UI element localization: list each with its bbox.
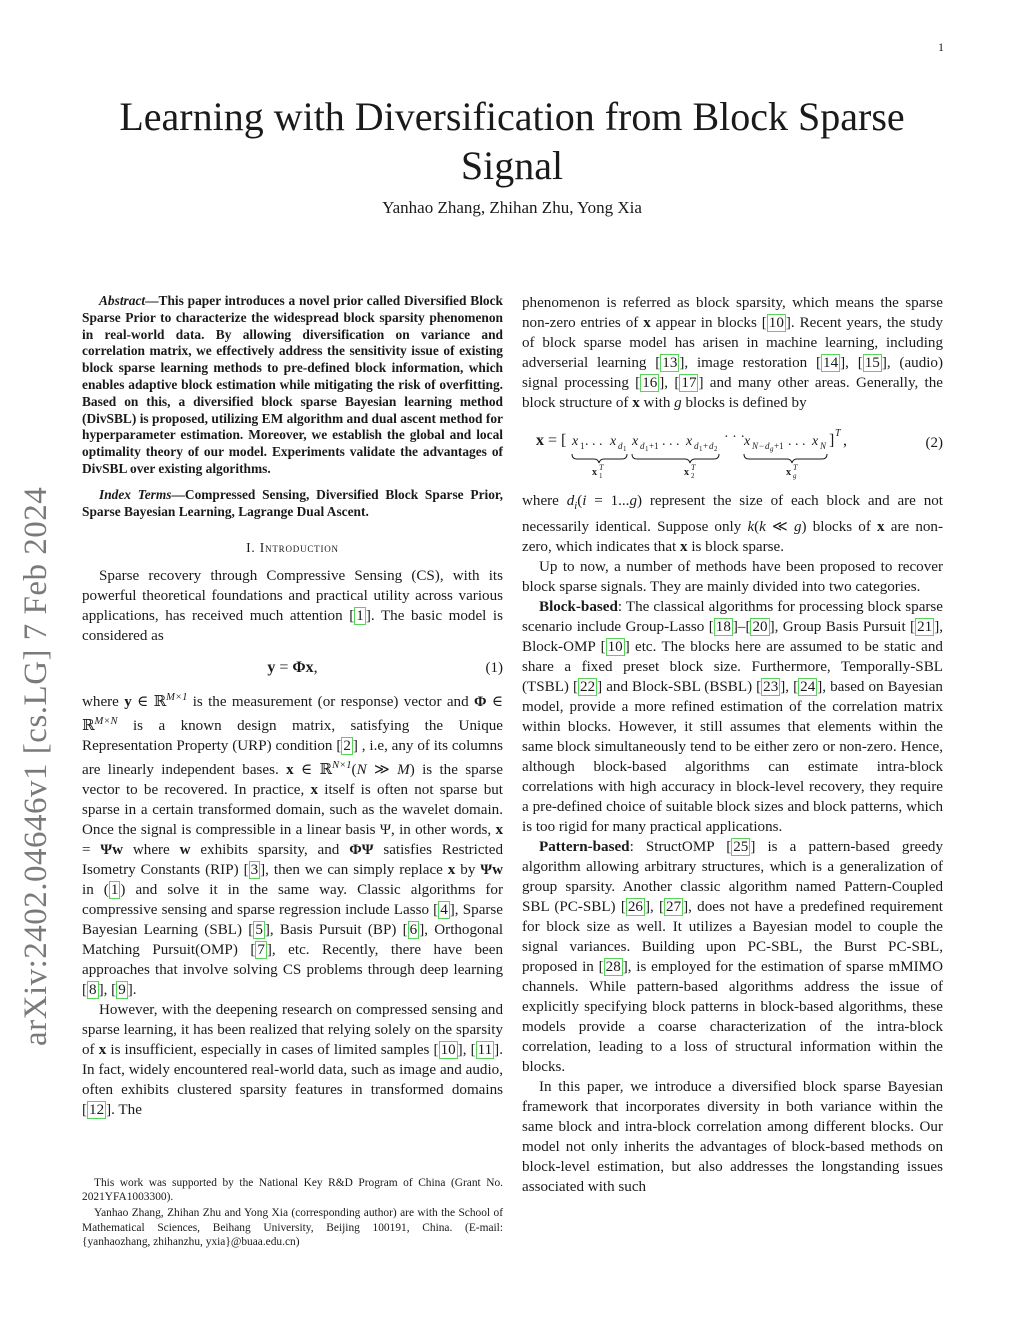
citation-link[interactable]: 9 bbox=[118, 982, 126, 999]
svg-text:d: d bbox=[618, 441, 623, 451]
svg-text:x: x bbox=[632, 434, 639, 449]
svg-text:N: N bbox=[752, 441, 759, 451]
svg-text:x: x bbox=[610, 434, 617, 449]
paper-authors: Yanhao Zhang, Zhihan Zhu, Yong Xia bbox=[382, 198, 642, 217]
intro-paragraph-3: However, with the deepening research on compressed sensing and sparse learning, it has been realized that relying solely on the sparsity of x is insufficient, especially in cases of limited samples [ 10 ], [ 11 ]. In fact, widely encountered real-world data, such as image and audio, often exhibits clustered sparsity features in transformed domains [ 12 ]. The bbox=[82, 1002, 503, 1119]
abstract-text: —This paper introduces a novel prior called Diversified Block Sparse Prior to characterize the widespread block sparsity phenomenon in real-world data. By allowing diversification on variance and correlation matrix, we effectively address the sensitivity issue of existing block sparse learning methods to pre-defined block information, which enables adaptive block estimation while mitigating the risk of overfitting. Based on this, a diversified block sparse Bayesian learning method (DivSBL) is proposed, utilizing EM algorithm and dual ascent method for hyperparameter estimation. Moreover, we establish the global and local optimality theory of our model. Experiments validate the advantages of DivSBL over existing algorithms. bbox=[82, 293, 503, 476]
svg-text:]: ] bbox=[829, 432, 835, 449]
citation-link[interactable]: 26 bbox=[627, 899, 643, 916]
citation-link[interactable]: 23 bbox=[763, 679, 779, 696]
index-terms-text: —Compressed Sensing, Diversified Block Sparse Prior, Sparse Bayesian Learning, Lagrange Dual Ascent. bbox=[82, 486, 503, 519]
citation-link[interactable]: 13 bbox=[662, 355, 678, 371]
citation-link[interactable]: 3 bbox=[250, 862, 259, 879]
citation-link[interactable]: 10 bbox=[607, 639, 623, 656]
svg-text:. . .: . . . bbox=[585, 434, 603, 449]
footnotes bbox=[82, 1176, 503, 1251]
svg-text:+1: +1 bbox=[649, 441, 659, 451]
svg-text:x: x bbox=[592, 467, 597, 478]
svg-text:1: 1 bbox=[645, 445, 649, 453]
intro-paragraph-2: where y ∈ ℝ$^{M\times 1}$ is the measurement (or response) vector and Φ ∈ ℝ$^{M\times N}$ is a known design matrix, satisfying the Unique Representation Property (URP) condition [ 2 ] , i.e, any of its columns are linearly independent bases. x ∈ ℝ$^{N\times 1}$(N ≫ M) is the sparse vector to be recovered. In practice, x itself is often not sparse but sparse in a certain transformed domain, such as the wavelet domain. Once the signal is compressible in a linear basis Ψ, in other words, x = Ψw where w exhibits sparsity, and ΦΨ satisfies Restricted Isometry Constants (RIP) [ 3 ], then we can simply replace x by Ψw in ( 1 ) and solve it in the same way. Classic algorithms for compressive sensing and sparse regression include Lasso [ 4 ], Sparse Bayesian Learning (SBL) [ 5 ], Basis Pursuit (BP) [ 6 ], Orthogonal Matching Pursuit(OMP) [ 7 ], etc. Recently, there have been approaches that involve solving CS problems through deep learning [ 8 ], [ 9 ]. bbox=[82, 692, 504, 999]
svg-text:+1: +1 bbox=[774, 441, 784, 451]
citation-link[interactable]: 18 bbox=[715, 619, 731, 636]
abstract bbox=[82, 293, 503, 478]
svg-text:N: N bbox=[820, 441, 827, 451]
citation-link[interactable]: 4 bbox=[440, 902, 448, 919]
svg-text:· · ·: · · · bbox=[724, 430, 745, 445]
svg-text:2: 2 bbox=[714, 445, 718, 453]
citation-link[interactable]: 14 bbox=[823, 355, 839, 371]
right-paragraph-final: In this paper, we introduce a diversified block sparse Bayesian framework that incorporates diversity in both variance within the same block and intra-block correlation among different blocks. Our model not only inherits the advantages of block-based methods on block-level estimation, but also addresses the longstanding issues associated with such bbox=[522, 1079, 943, 1196]
equation-link[interactable]: 1 bbox=[110, 882, 119, 899]
svg-text:x: x bbox=[536, 432, 544, 449]
svg-text:d: d bbox=[765, 441, 770, 451]
intro-paragraph-1: Sparse recovery through Compressive Sensing (CS), with its powerful theoretical foundations and practical utility across various applications, has received much attention [ 1 ]. The basic model is considered as bbox=[82, 568, 503, 645]
paper-title: Learning with Diversification from Block Sparse Signal bbox=[119, 94, 905, 188]
citation-link[interactable]: 28 bbox=[605, 959, 621, 976]
svg-text:+: + bbox=[703, 441, 709, 451]
svg-text:x: x bbox=[786, 467, 791, 478]
index-terms-label: Index Terms bbox=[99, 486, 172, 502]
svg-text:,: , bbox=[843, 432, 847, 449]
citation-link[interactable]: 5 bbox=[255, 922, 263, 939]
svg-text:2: 2 bbox=[691, 472, 695, 480]
equation-1: y = Φx, (1) bbox=[82, 656, 503, 680]
svg-text:d: d bbox=[709, 441, 714, 451]
svg-text:T: T bbox=[793, 463, 798, 472]
citation-link[interactable]: 2 bbox=[343, 738, 351, 755]
right-paragraph-1: phenomenon is referred as block sparsity, which means the sparse non-zero entries of x appear in blocks [ 10 ]. Recent years, the study of block sparse model has arisen in machine learning, including adverserial learning [ 13 ], image restoration [ 14 ], [ 15 ], (audio) signal processing [ 16 ], [ 17 ] and many other areas. Generally, the block structure of x with g blocks is defined by bbox=[522, 295, 944, 411]
svg-text:1: 1 bbox=[699, 445, 703, 453]
citation-link[interactable]: 1 bbox=[356, 608, 364, 625]
equation-2-number: (2) bbox=[925, 435, 943, 451]
right-paragraph-pattern-based: Pattern-based: StructOMP [ 25 ] is a pattern-based greedy algorithm allowing arbitrary structures, which is a generalization of group sparsity. Another classic algorithm named Pattern-Coupled SBL (PC-SBL) [ 26 ], [ 27 ], does not have a predefined requirement for block size as well. It utilizes a Bayesian model to couple the signal variances. Building upon PC-SBL, the Burst PC-SBL, proposed in [ 28 ], is employed for the estimation of sparse mMIMO channels. While pattern-based algorithms address the issue of explicitly specifying block patterns in block-based algorithms, these models provide a coarse characterization of the intra-block correlation, leading to a loss of structural information within the blocks. bbox=[522, 839, 943, 1076]
citation-link[interactable]: 12 bbox=[89, 1102, 105, 1119]
citation-link[interactable]: 8 bbox=[89, 982, 97, 999]
right-paragraph-3: Up to now, a number of methods have been proposed to recover block sparse signals. They are mainly divided into two categories. bbox=[522, 559, 943, 596]
section-title-introduction: I. Introduction bbox=[246, 540, 339, 556]
svg-text:x: x bbox=[812, 434, 819, 449]
abstract-label: Abstract bbox=[99, 293, 146, 308]
equation-2 bbox=[522, 423, 943, 483]
citation-link[interactable]: 17 bbox=[681, 375, 697, 391]
citation-link[interactable]: 24 bbox=[800, 679, 816, 696]
svg-text:. . .: . . . bbox=[662, 434, 680, 449]
citation-link[interactable]: 6 bbox=[409, 922, 418, 939]
right-paragraph-block-based: Block-based: The classical algorithms for processing block sparse scenario include Group-Lasso [ 18 ]–[ 20 ], Group Basis Pursuit [ 21 ], Block-OMP [ 10 ] etc. The blocks here are assumed to be static and share a fixed preset block size. Furthermore, Temporally-SBL (TSBL) [ 22 ] and Block-SBL (BSBL) [ 23 ], [ 24 ], based on Bayesian model, provide a more refined estimation of the correlation matrix within blocks. However, it still assumes that elements within the same block simultaneously tend to be either zero or non-zero. Hence, although block-based algorithms can estimate intra-block correlations with high accuracy in block-level recovery, they require a pre-defined choice of suitable block sizes and block patterns, which is too rigid for many practical applications. bbox=[522, 599, 943, 836]
citation-link[interactable]: 21 bbox=[917, 619, 933, 636]
left-column bbox=[82, 293, 503, 1120]
citation-link[interactable]: 20 bbox=[752, 619, 768, 636]
footnote-funding: This work was supported by the National Key R&D Program of China (Grant No. 2021YFA1003300). bbox=[82, 1177, 503, 1204]
footnote-affiliation: Yanhao Zhang, Zhihan Zhu and Yong Xia (corresponding author) are with the School of Mathematical Sciences, Beihang University, Beijing 100191, China. (E-mail: {yanhaozhang, zhihanzhu, yxia}@buaa.edu.cn) bbox=[82, 1207, 503, 1248]
citation-link[interactable]: 11 bbox=[477, 1042, 493, 1059]
citation-link[interactable]: 25 bbox=[733, 839, 749, 856]
equation-2-graphic bbox=[522, 423, 912, 483]
svg-text:T: T bbox=[599, 463, 604, 472]
svg-text:x: x bbox=[686, 434, 693, 449]
citation-link[interactable]: 10 bbox=[768, 315, 784, 331]
citation-link[interactable]: 15 bbox=[864, 355, 880, 371]
svg-text:d: d bbox=[640, 441, 645, 451]
svg-text:x: x bbox=[744, 434, 751, 449]
svg-text:1: 1 bbox=[623, 445, 627, 453]
svg-text:1: 1 bbox=[580, 441, 585, 451]
svg-text:x: x bbox=[572, 434, 579, 449]
citation-link[interactable]: 22 bbox=[580, 679, 596, 696]
citation-link[interactable]: 16 bbox=[642, 375, 658, 391]
svg-text:−: − bbox=[759, 441, 765, 451]
svg-text:T: T bbox=[691, 463, 696, 472]
right-column bbox=[522, 293, 943, 1197]
svg-text:d: d bbox=[694, 441, 699, 451]
index-terms bbox=[82, 487, 503, 521]
svg-text:= [: = [ bbox=[548, 432, 567, 449]
arxiv-identifier: arXiv:2402.04646v1 [cs.LG] 7 Feb 2024 bbox=[18, 486, 54, 1046]
svg-text:g: g bbox=[770, 445, 774, 453]
svg-text:. . .: . . . bbox=[788, 434, 806, 449]
citation-link[interactable]: 10 bbox=[440, 1042, 456, 1059]
svg-text:T: T bbox=[835, 428, 841, 439]
right-paragraph-2: where $d_i(i = 1...g)$ represent the size of each block and are not necessarily identical. Suppose only k(k ≪ g) blocks of x are non-zero, which indicates that x is block sparse. bbox=[522, 493, 944, 556]
svg-text:x: x bbox=[684, 467, 689, 478]
citation-link[interactable]: 7 bbox=[257, 942, 265, 959]
equation-1-number: (1) bbox=[485, 660, 503, 677]
citation-link[interactable]: 27 bbox=[666, 899, 682, 916]
svg-text:g: g bbox=[793, 472, 797, 480]
svg-text:1: 1 bbox=[599, 472, 603, 480]
page-number: 1 bbox=[938, 40, 944, 54]
